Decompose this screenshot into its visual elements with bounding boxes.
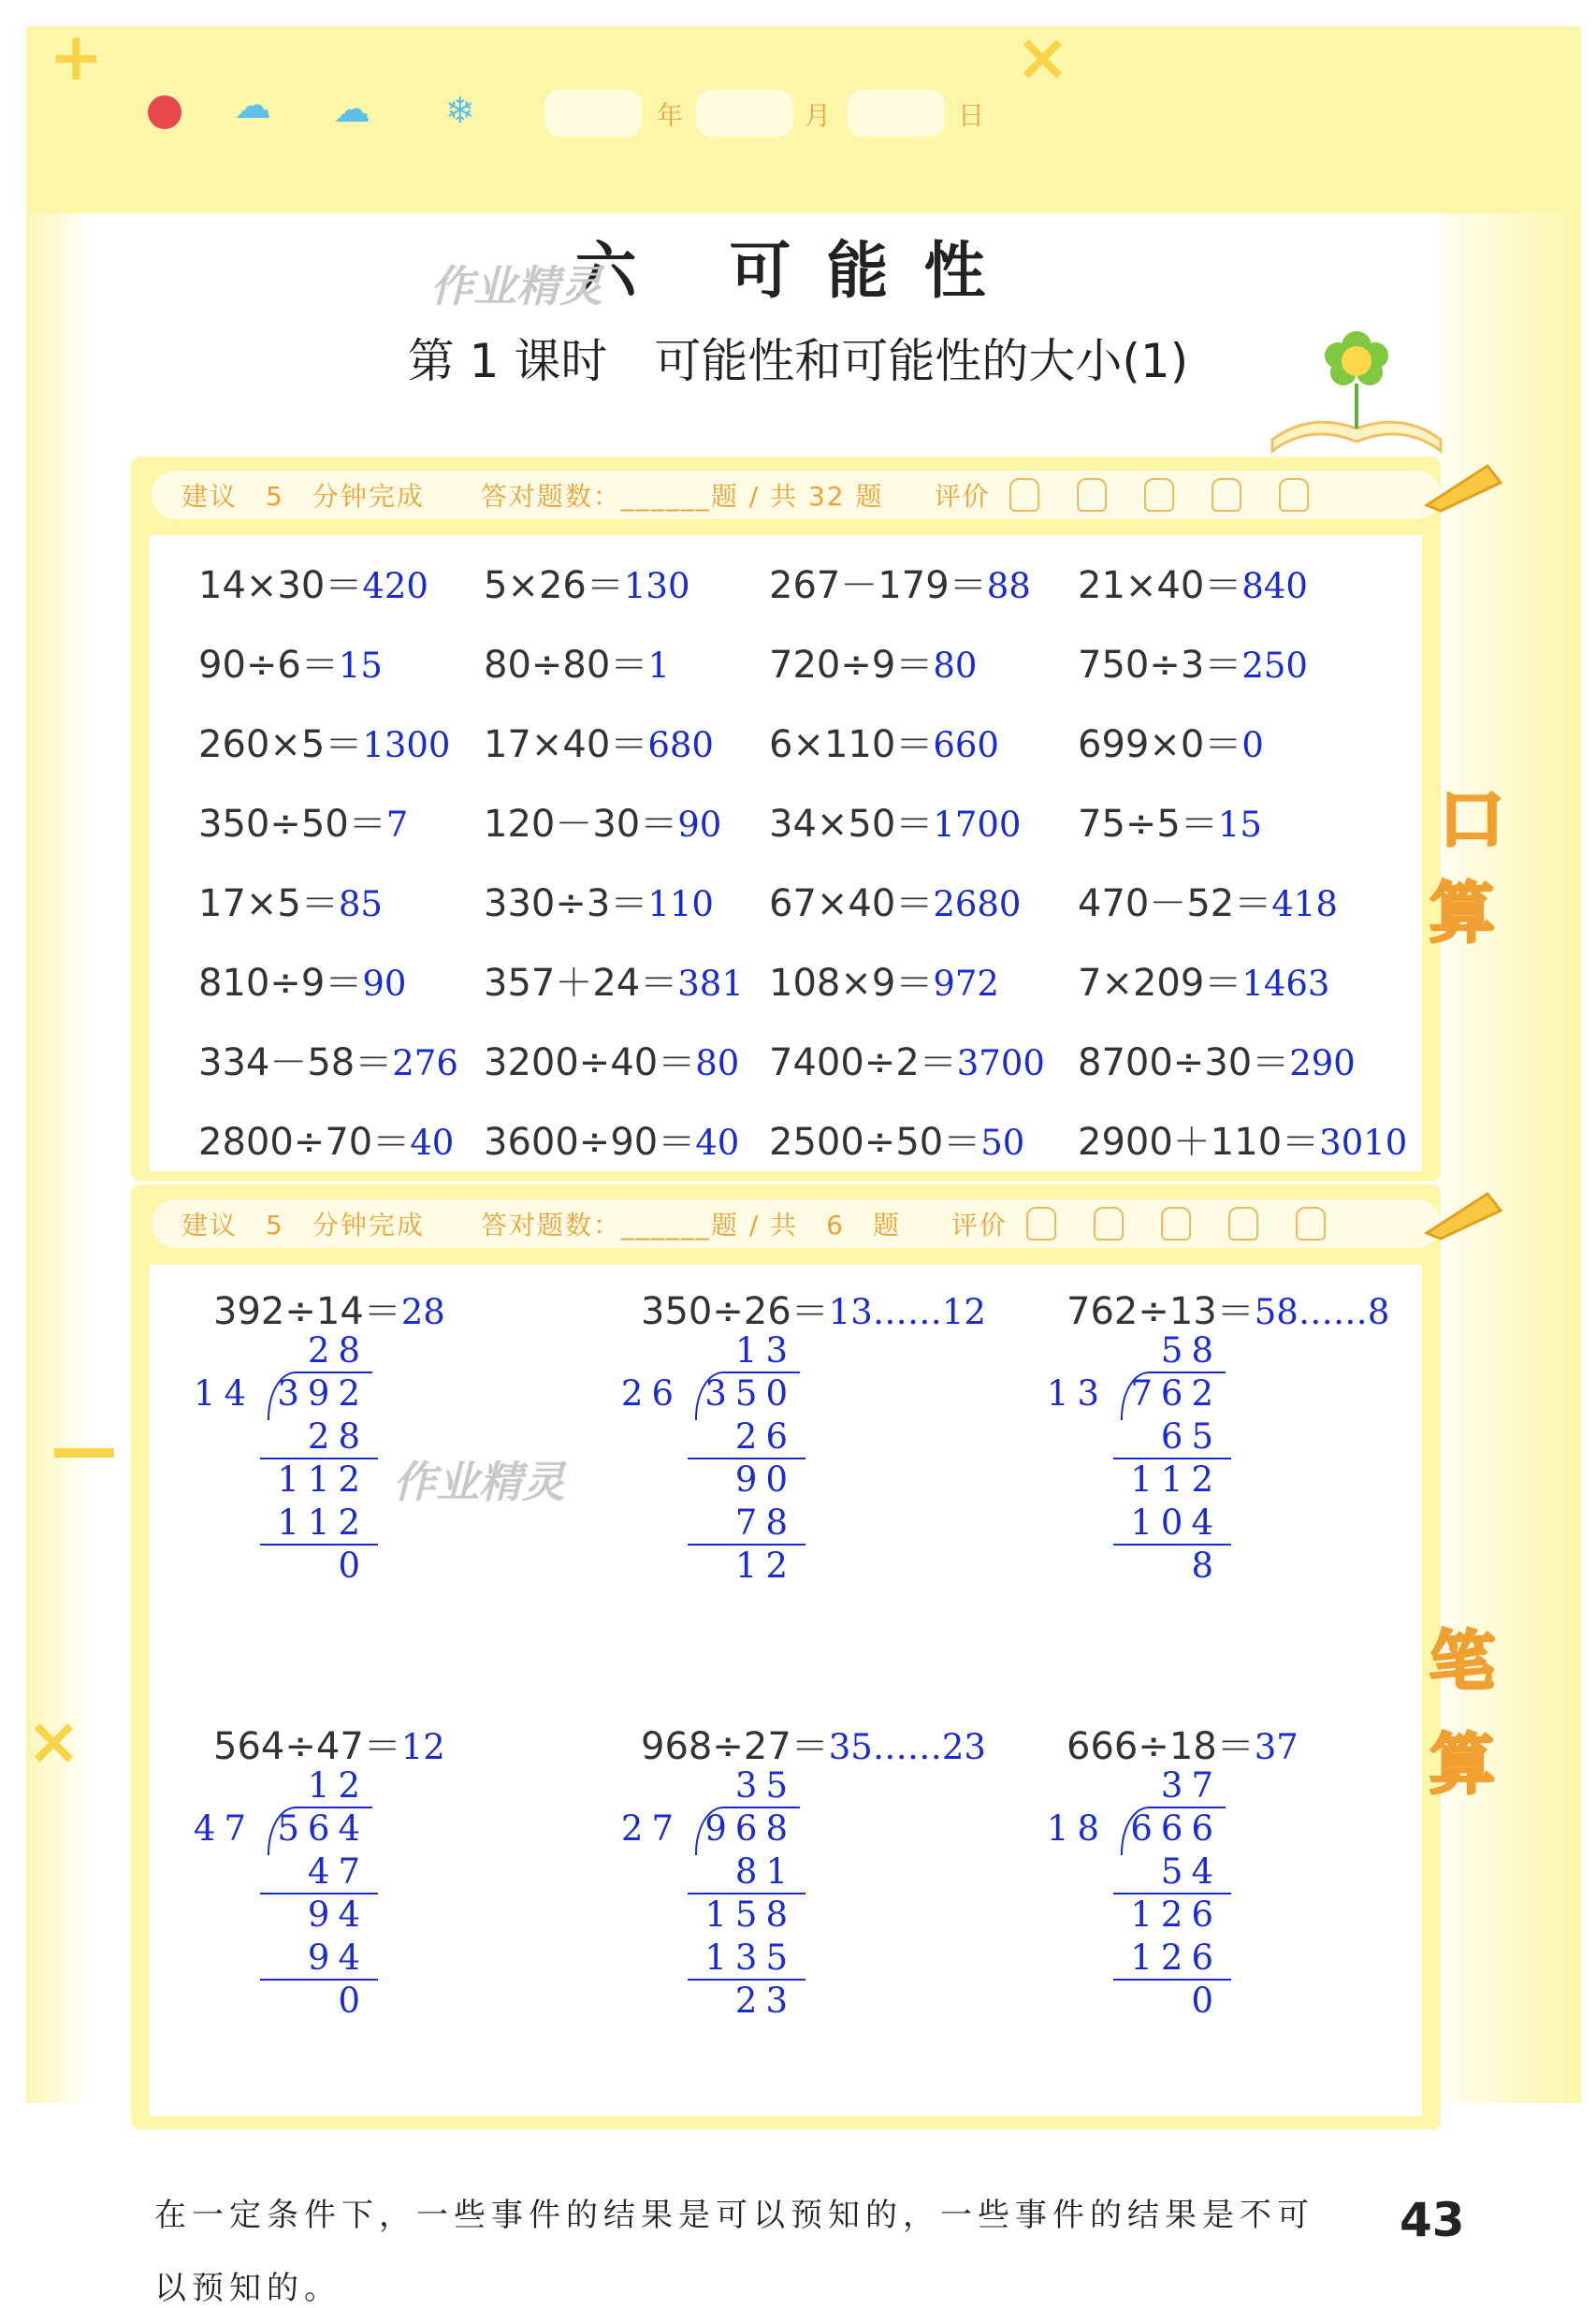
oral-problem	[198, 794, 408, 848]
answer-text[interactable]: 88	[986, 566, 1031, 606]
work-step: 94	[307, 1938, 369, 1978]
oral-problem	[769, 874, 1021, 927]
oral-problem	[484, 794, 721, 848]
work-step: 0	[1191, 1981, 1222, 2021]
oral-problem	[198, 556, 428, 609]
partly-cloudy-icon[interactable]: ☁	[234, 84, 271, 127]
thumb-icon[interactable]	[1094, 1207, 1124, 1241]
time-suggestion: 建议 5 分钟完成	[181, 1210, 425, 1241]
problem-text: 260×5＝	[198, 723, 363, 766]
month-label: 月	[805, 100, 832, 131]
answer-text[interactable]: 12	[400, 1727, 445, 1767]
problem-text: 267－179＝	[769, 564, 987, 607]
work-step: 112	[1130, 1459, 1222, 1500]
work-step: 26	[734, 1416, 796, 1457]
problem-text: 334－58＝	[198, 1041, 393, 1084]
watermark: 作业精灵	[430, 261, 602, 312]
oral-problem	[484, 715, 714, 768]
dividend: 968	[704, 1808, 796, 1849]
oral-problem	[1078, 1033, 1356, 1086]
problem-text: 14×30＝	[198, 564, 363, 607]
year-field[interactable]	[544, 90, 642, 137]
answer-text[interactable]: 1300	[362, 725, 451, 765]
oral-problem	[198, 635, 383, 689]
problem-text: 7×209＝	[1078, 962, 1242, 1005]
oral-problem	[198, 874, 383, 927]
problem-text: 21×40＝	[1078, 564, 1242, 607]
side-label-suan: 算	[1429, 875, 1495, 951]
problem-text: 564÷47＝	[213, 1725, 401, 1768]
oral-problem	[769, 715, 999, 768]
work-step: 65	[1160, 1416, 1222, 1457]
dividend: 564	[277, 1808, 369, 1849]
dividend: 392	[277, 1373, 369, 1414]
dividend: 762	[1130, 1373, 1222, 1414]
problem-text: 120－30＝	[484, 803, 678, 846]
oral-problem	[198, 715, 450, 768]
answer-text[interactable]: 418	[1271, 884, 1338, 924]
page-number: 43	[1400, 2193, 1465, 2247]
oral-problem	[484, 635, 670, 689]
quotient: 28	[307, 1330, 369, 1371]
dividend: 350	[704, 1373, 796, 1414]
work-step: 47	[307, 1851, 369, 1892]
work-step: 90	[734, 1459, 796, 1500]
written-problem	[213, 1717, 445, 1770]
quotient: 35	[734, 1765, 796, 1806]
problem-text: 810÷9＝	[198, 962, 363, 1005]
oral-problem	[769, 635, 977, 689]
score-field[interactable]: 答对题数：______题 / 共 6 题	[480, 1210, 901, 1241]
problem-text: 470－52＝	[1078, 882, 1272, 925]
work-step: 23	[734, 1981, 796, 2021]
answer-text[interactable]: 840	[1241, 566, 1308, 606]
answer-text[interactable]: 50	[980, 1123, 1025, 1163]
footnote-line-1: 在一定条件下，一些事件的结果是可以预知的，一些事件的结果是不可	[154, 2197, 1314, 2234]
written-problem	[641, 1282, 986, 1335]
quotient: 13	[734, 1330, 796, 1371]
answer-text[interactable]: 250	[1241, 646, 1308, 686]
watermark: 作业精灵	[393, 1457, 565, 1507]
pencil-icon	[1422, 457, 1506, 513]
answer-text[interactable]: 85	[338, 884, 383, 924]
oral-problem	[1078, 874, 1338, 927]
divisor: 13	[1046, 1373, 1108, 1414]
oral-problem	[1078, 1112, 1407, 1166]
oral-problem	[484, 874, 714, 927]
problem-text: 3200÷40＝	[484, 1041, 696, 1084]
answer-text[interactable]: 80	[695, 1043, 740, 1083]
work-step: 8	[1191, 1546, 1222, 1586]
answer-text[interactable]: 90	[677, 805, 722, 845]
work-step: 0	[338, 1546, 369, 1586]
work-step: 78	[734, 1502, 796, 1543]
answer-text[interactable]: 680	[647, 725, 714, 765]
oral-problem	[484, 953, 744, 1007]
divisor: 27	[620, 1808, 682, 1849]
cross-decoration-icon: ×	[1015, 19, 1070, 95]
answer-text[interactable]: 420	[362, 566, 428, 606]
problem-text: 666÷18＝	[1066, 1725, 1255, 1768]
problem-text: 67×40＝	[769, 882, 934, 925]
problem-text: 6×110＝	[769, 723, 934, 766]
written-problem	[641, 1717, 986, 1770]
oral-problem	[1078, 953, 1329, 1007]
problem-text: 75÷5＝	[1078, 803, 1218, 846]
pencil-icon	[1422, 1184, 1506, 1241]
problem-text: 350÷50＝	[198, 803, 386, 846]
oral-problem	[484, 1112, 739, 1166]
answer-text[interactable]: 7	[385, 805, 409, 845]
divisor: 14	[193, 1373, 254, 1414]
answer-text[interactable]: 1463	[1241, 964, 1330, 1004]
problem-text: 720÷9＝	[769, 644, 934, 687]
time-suggestion: 建议 5 分钟完成	[181, 481, 425, 512]
answer-text[interactable]: 0	[1241, 725, 1264, 765]
answer-text[interactable]: 15	[338, 646, 383, 686]
oral-problem	[198, 1112, 454, 1166]
quotient: 12	[307, 1765, 369, 1806]
answer-text[interactable]: 290	[1289, 1043, 1356, 1083]
quotient: 37	[1160, 1765, 1222, 1806]
answer-text[interactable]: 110	[647, 884, 714, 924]
oral-problem	[1078, 794, 1262, 848]
oral-problem	[484, 556, 690, 609]
thumb-icon[interactable]	[1296, 1207, 1326, 1241]
work-step: 126	[1130, 1938, 1222, 1978]
day-field[interactable]	[848, 90, 945, 137]
problem-text: 8700÷30＝	[1078, 1041, 1290, 1084]
oral-problem	[1078, 715, 1264, 768]
answer-text[interactable]: 1700	[933, 805, 1022, 845]
rain-cloud-icon[interactable]: ☁	[333, 88, 370, 131]
work-step: 112	[277, 1502, 369, 1543]
oral-problem	[484, 1033, 739, 1086]
day-label: 日	[958, 100, 985, 131]
evaluation-label: 评价	[934, 481, 991, 512]
answer-text[interactable]: 58……8	[1254, 1292, 1390, 1332]
answer-text[interactable]: 15	[1217, 805, 1262, 845]
problem-text: 108×9＝	[769, 962, 934, 1005]
answer-text[interactable]: 1	[647, 646, 670, 686]
oral-problem	[769, 1033, 1045, 1086]
divisor: 47	[193, 1808, 254, 1849]
answer-text[interactable]: 130	[623, 566, 690, 606]
answer-text[interactable]: 35……23	[828, 1727, 986, 1767]
problem-text: 5×26＝	[484, 564, 624, 607]
thumb-icon[interactable]	[1279, 478, 1309, 512]
lesson-title: 第 1 课时 可能性和可能性的大小(1)	[407, 334, 1189, 388]
oral-problem	[769, 794, 1021, 848]
answer-text[interactable]: 2680	[933, 884, 1022, 924]
written-problem	[213, 1282, 445, 1335]
problem-text: 2500÷50＝	[769, 1121, 981, 1164]
answer-text[interactable]: 660	[933, 725, 999, 765]
oral-problem	[198, 953, 406, 1007]
work-step: 81	[734, 1851, 796, 1892]
thumb-icon[interactable]	[1161, 1207, 1191, 1241]
answer-text[interactable]: 3700	[956, 1043, 1045, 1083]
work-step: 12	[734, 1546, 796, 1586]
problem-text: 392÷14＝	[213, 1290, 401, 1333]
thumb-icon[interactable]	[1026, 1207, 1056, 1241]
answer-text[interactable]: 28	[400, 1292, 445, 1332]
problem-text: 2900＋110＝	[1078, 1121, 1320, 1164]
chapter-title: 六 可能性	[574, 235, 1022, 307]
flower-book-icon	[1263, 318, 1450, 458]
side-label-kou: 口	[1439, 781, 1504, 858]
problem-text: 3600÷90＝	[484, 1121, 696, 1164]
written-problem	[1066, 1717, 1299, 1770]
quotient: 58	[1160, 1330, 1222, 1371]
problem-text: 90÷6＝	[198, 644, 339, 687]
oral-problem	[198, 1033, 458, 1086]
answer-text[interactable]: 972	[933, 964, 999, 1004]
thumb-icon[interactable]	[1144, 478, 1174, 512]
dividend: 666	[1130, 1808, 1222, 1849]
snowflake-icon[interactable]: ❄	[445, 90, 475, 131]
answer-text[interactable]: 40	[410, 1123, 455, 1163]
work-step: 94	[307, 1894, 369, 1935]
plus-decoration-icon: +	[49, 19, 104, 95]
answer-text[interactable]: 40	[695, 1123, 740, 1163]
work-step: 112	[277, 1459, 369, 1500]
thumb-icon[interactable]	[1009, 478, 1039, 512]
answer-text[interactable]: 13……12	[828, 1292, 986, 1332]
oral-problem	[769, 953, 999, 1007]
written-problem	[1066, 1282, 1389, 1335]
problem-text: 7400÷2＝	[769, 1041, 957, 1084]
score-field[interactable]: 答对题数：______题 / 共 32 题	[480, 481, 884, 512]
work-step: 135	[704, 1938, 796, 1978]
problem-text: 330÷3＝	[484, 882, 648, 925]
problem-text: 17×5＝	[198, 882, 339, 925]
answer-text[interactable]: 90	[362, 964, 407, 1004]
sun-icon[interactable]	[148, 95, 181, 129]
thumb-icon[interactable]	[1212, 478, 1241, 512]
problem-text: 968÷27＝	[641, 1725, 829, 1768]
cross-decoration-icon: ×	[26, 1703, 81, 1779]
work-step: 0	[338, 1981, 369, 2021]
answer-text[interactable]: 37	[1254, 1727, 1299, 1767]
oral-problem	[1078, 556, 1308, 609]
oral-problem	[769, 1112, 1024, 1166]
problem-text: 2800÷70＝	[198, 1121, 411, 1164]
month-field[interactable]	[696, 90, 793, 137]
problem-text: 357＋24＝	[484, 962, 678, 1005]
work-step: 126	[1130, 1894, 1222, 1935]
work-step: 158	[704, 1894, 796, 1935]
work-step: 104	[1130, 1502, 1222, 1543]
oral-problem	[769, 556, 1031, 609]
divisor: 26	[620, 1373, 682, 1414]
problem-text: 350÷26＝	[641, 1290, 829, 1333]
evaluation-label: 评价	[950, 1210, 1008, 1241]
problem-text: 750÷3＝	[1078, 644, 1242, 687]
divisor: 18	[1046, 1808, 1108, 1849]
problem-text: 699×0＝	[1078, 723, 1242, 766]
written-calc-header	[152, 1199, 1441, 1248]
work-step: 28	[307, 1416, 369, 1457]
problem-text: 34×50＝	[769, 803, 934, 846]
thumb-icon[interactable]	[1077, 478, 1107, 512]
side-label-suan: 算	[1429, 1726, 1495, 1803]
answer-text[interactable]: 276	[392, 1043, 458, 1083]
work-step: 54	[1160, 1851, 1222, 1892]
problem-text: 762÷13＝	[1066, 1290, 1255, 1333]
answer-text[interactable]: 80	[933, 646, 978, 686]
footnote-line-2: 以预知的。	[154, 2270, 341, 2307]
side-label-bi: 笔	[1429, 1623, 1495, 1700]
thumb-icon[interactable]	[1228, 1207, 1258, 1241]
oral-problem	[1078, 635, 1308, 689]
answer-text[interactable]: 3010	[1319, 1123, 1408, 1163]
answer-text[interactable]: 381	[677, 964, 744, 1004]
oral-calc-header	[152, 471, 1441, 519]
year-label: 年	[657, 100, 684, 131]
problem-text: 80÷80＝	[484, 644, 648, 687]
problem-text: 17×40＝	[484, 723, 648, 766]
